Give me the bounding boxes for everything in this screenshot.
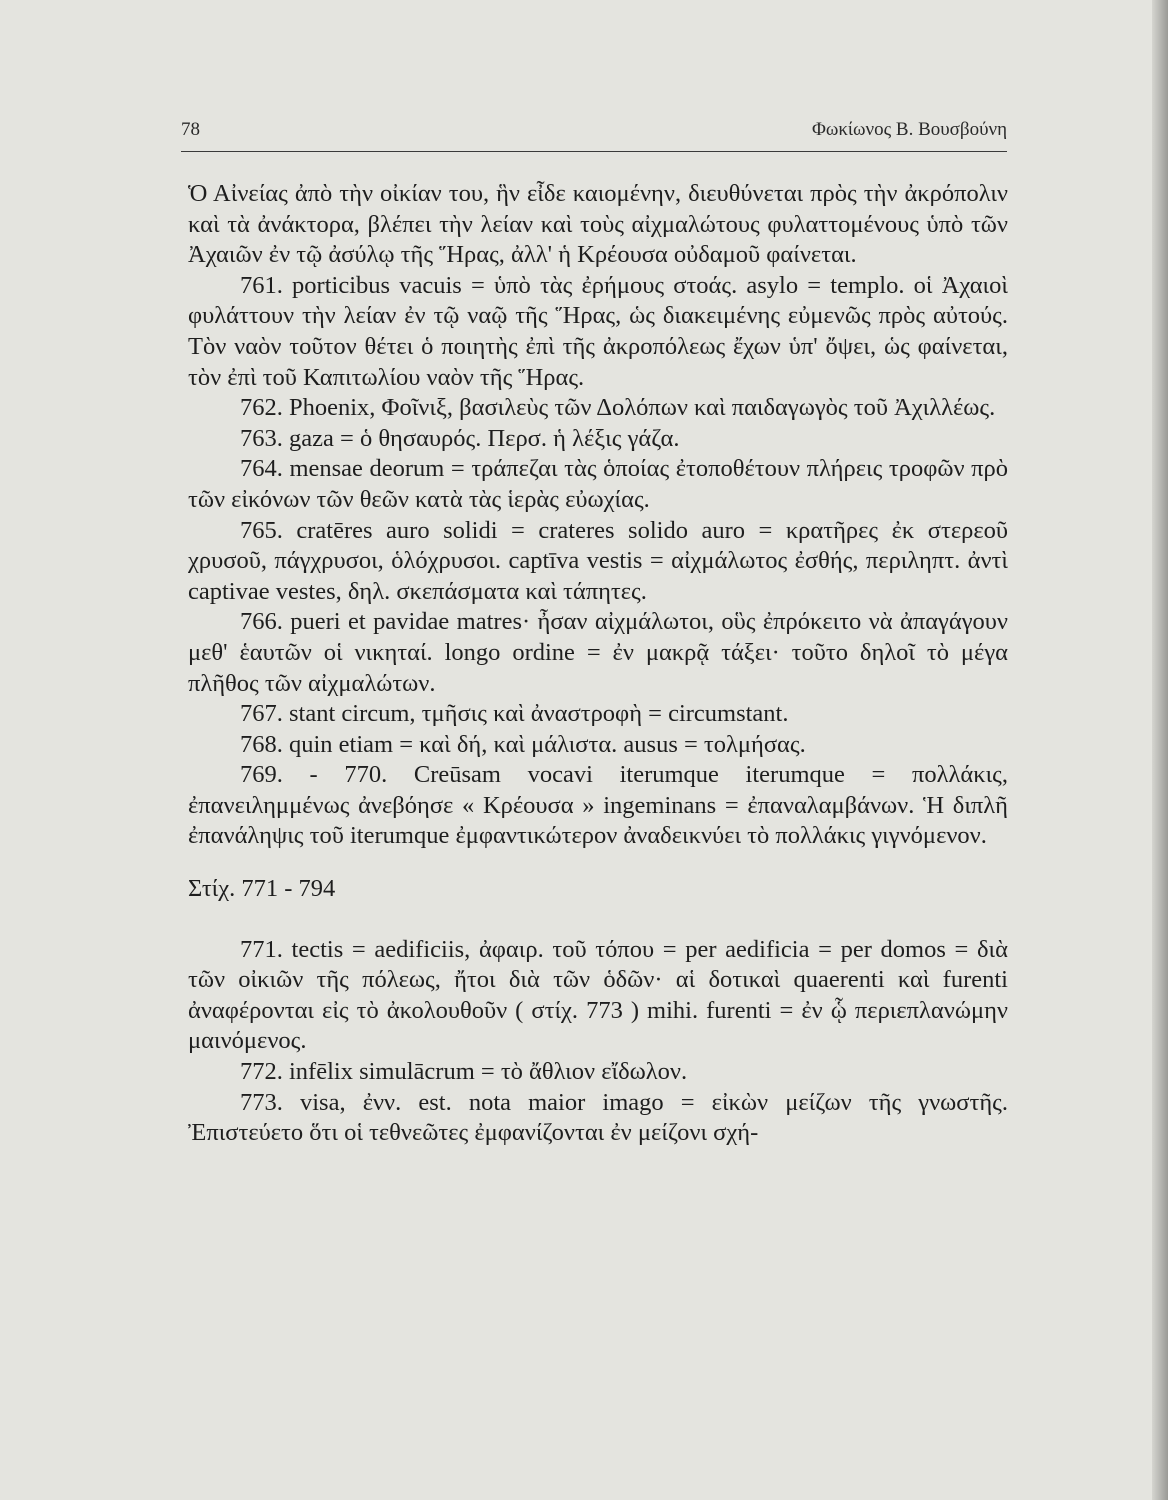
note-765: 765. cratēres auro solidi = crateres solido auro = κρατῆρες ἐκ στερεοῦ χρυσοῦ, πάγχρυσοι, ὁλόχρυσοι. captīva vestis = αἰχμάλωτος ἐσθής, περιληπτ. ἀντὶ captivae vestes, δηλ. σκεπάσματα καὶ τάπητες.: [188, 516, 1008, 605]
note-767: 767. stant circum, τμῆσις καὶ ἀναστροφὴ = circumstant.: [240, 700, 789, 728]
running-head-author: Φωκίωνος Β. Βουσβούνη: [811, 119, 1007, 140]
note-763: 763. gaza = ὁ θησαυρός. Περσ. ἡ λέξις γάζα.: [240, 424, 680, 452]
body-text: [188, 179, 1008, 1149]
note-771: 771. tectis = aedificiis, ἀφαιρ. τοῦ τόπου = per aedificia = per domos = διὰ τῶν οἰκιῶν τῆς πόλεως, ἤτοι διὰ τῶν ὁδῶν· αἱ δοτικαὶ quaerenti καὶ furenti ἀναφέρονται εἰς τὸ ἀκολουθοῦν ( στίχ. 773 ) mihi. furenti = ἐν ᾧ περιεπλανώμην μαινόμενος.: [188, 935, 1008, 1055]
header-rule: [181, 151, 1007, 152]
note-772: 772. infēlix simulācrum = τὸ ἄθλιον εἴδωλον.: [240, 1058, 688, 1086]
running-header: [181, 119, 1007, 151]
page-edge-shadow: [1152, 0, 1168, 1500]
page-number: 78: [181, 119, 200, 140]
note-768: 768. quin etiam = καὶ δή, καὶ μάλιστα. ausus = τολμήσας.: [240, 730, 806, 758]
note-766: 766. pueri et pavidae matres· ἦσαν αἰχμάλωτοι, οὓς ἐπρόκειτο νὰ ἀπαγάγουν μεθ' ἑαυτῶν οἱ νικηταί. longo ordine = ἐν μακρᾷ τάξει· τοῦτο δηλοῖ τὸ μέγα πλῆθος τῶν αἰχμαλώτων.: [188, 608, 1008, 697]
note-762: 762. Phoenix, Φοῖνιξ, βασιλεὺς τῶν Δολόπων καὶ παιδαγωγὸς τοῦ Ἀχιλλέως.: [240, 394, 996, 422]
note-761: 761. porticibus vacuis = ὑπὸ τὰς ἐρήμους στοάς. asylo = templo. οἱ Ἀχαιοὶ φυλάττουν τὴν λείαν ἐν τῷ ναῷ τῆς Ἥρας, ὡς διακειμένης εὐμενῶς πρὸς αὐτούς. Τὸν ναὸν τοῦτον θέτει ὁ ποιητὴς ἐπὶ τῆς ἀκροπόλεως ἔχων ὑπ' ὄψει, ὡς φαίνεται, τὸν ἐπὶ τοῦ Καπιτωλίου ναὸν τῆς Ἥρας.: [188, 271, 1008, 391]
section-heading: Στίχ. 771 - 794: [188, 875, 336, 903]
note-769-770: 769. - 770. Creūsam vocavi iterumque iterumque = πολλάκις, ἐπανειλημμένως ἀνεβόησε « Κρέουσα » ingeminans = ἐπαναλαμβάνων. Ἡ διπλῆ ἐπανάληψις τοῦ iterumque ἐμφαντικώτερον ἀναδεικνύει τὸ πολλάκις γιγνόμενον.: [188, 761, 1008, 850]
note-764: 764. mensae deorum = τράπεζαι τὰς ὁποίας ἐτοποθέτουν πλήρεις τροφῶν πρὸ τῶν εἰκόνων τῶν θεῶν κατὰ τὰς ἱερὰς εὐωχίας.: [188, 455, 1008, 513]
note-773: 773. visa, ἐνν. est. nota maior imago = εἰκὼν μείζων τῆς γνωστῆς. Ἐπιστεύετο ὅτι οἱ τεθνεῶτες ἐμφανίζονται ἐν μείζονι σχή-: [188, 1088, 1008, 1147]
intro-paragraph: Ὁ Αἰνείας ἀπὸ τὴν οἰκίαν του, ἣν εἶδε καιομένην, διευθύνεται πρὸς τὴν ἀκρόπολιν καὶ τὰ ἀνάκτορα, βλέπει τὴν λείαν καὶ τοὺς αἰχμαλώτους φυλαττομένους ὑπὸ τῶν Ἀχαιῶν ἐν τῷ ἀσύλῳ τῆς Ἥρας, ἀλλ' ἡ Κρέουσα οὐδαμοῦ φαίνεται.: [188, 180, 1008, 269]
